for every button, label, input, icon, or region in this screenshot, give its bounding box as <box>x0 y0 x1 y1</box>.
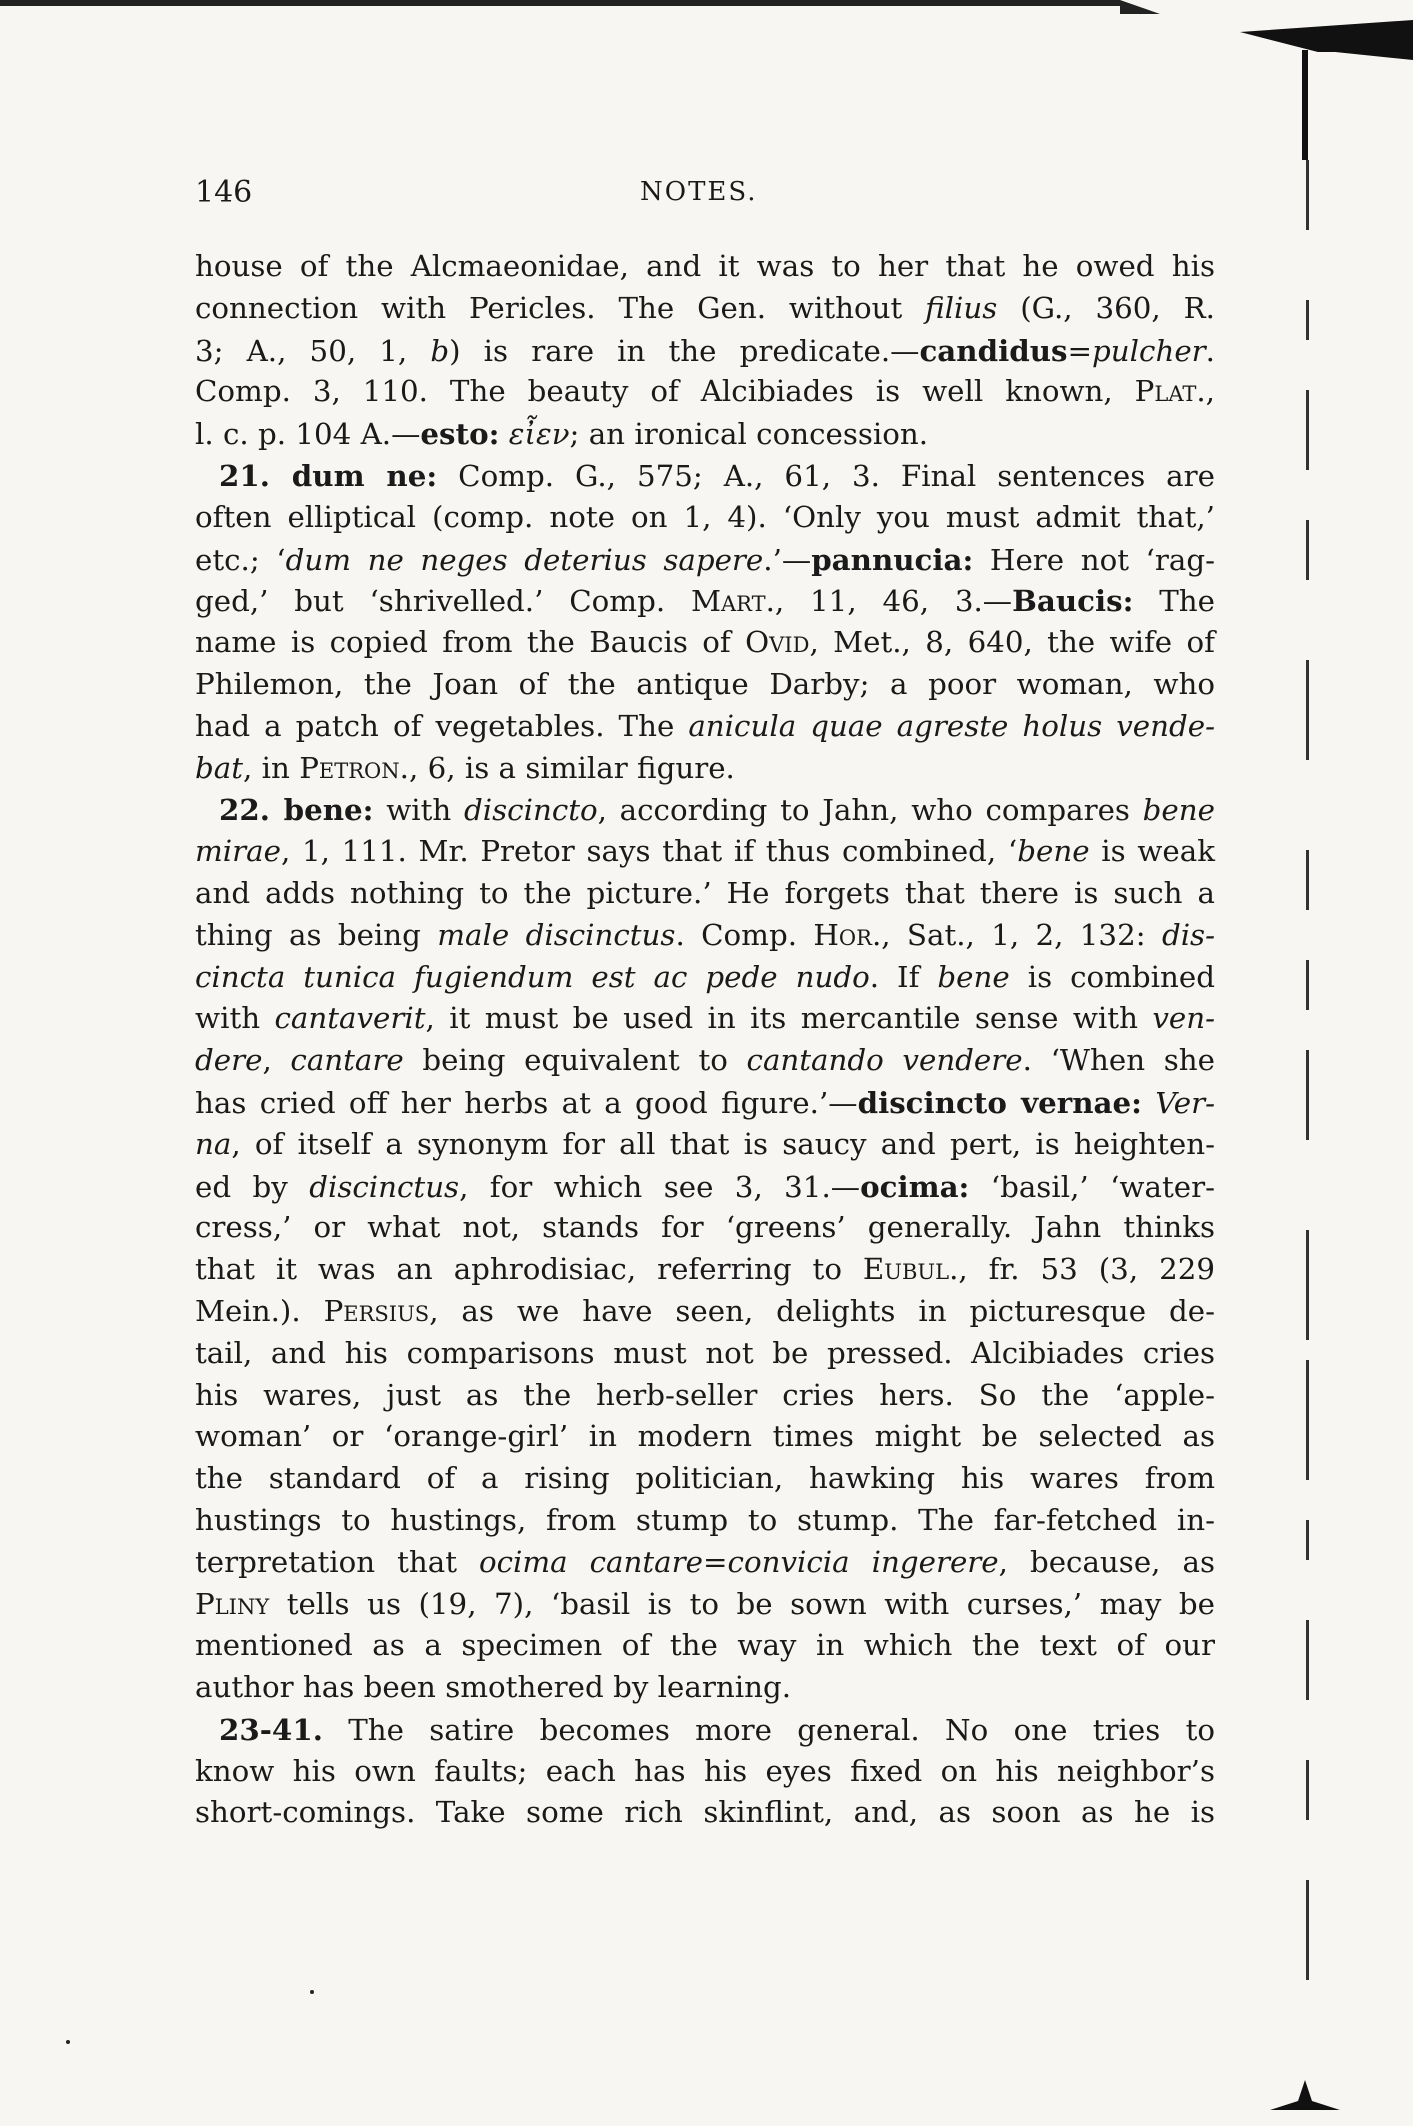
text-line: short-comings. Take some rich skinflint, and, as soon as he is <box>195 1795 1215 1830</box>
speck <box>310 1990 314 1994</box>
text-line: Pliny tells us (19, 7), ‘basil is to be sown with curses,’ may be <box>195 1586 1215 1621</box>
text-line: na, of itself a synonym for all that is saucy and pert, is heighten- <box>195 1126 1215 1161</box>
text-line: cincta tunica fugiendum est ac pede nudo. If bene is combined <box>195 959 1216 994</box>
text-line: mentioned as a specimen of the way in which the text of our <box>195 1628 1215 1663</box>
text-line: cress,’ or what not, stands for ‘greens’ generally. Jahn thinks <box>195 1210 1215 1245</box>
text-line: bat, in Petron., 6, is a similar figure. <box>195 750 735 785</box>
text-line: hustings to hustings, from stump to stump. The far-fetched in- <box>195 1502 1215 1537</box>
text-line: with cantaverit, it must be used in its mercantile sense with ven- <box>195 1001 1216 1036</box>
text-line: know his own faults; each has his eyes fixed on his neighbor’s <box>195 1753 1215 1788</box>
text-line: ed by discinctus, for which see 3, 31.—ocima: ‘basil,’ ‘water- <box>195 1168 1215 1204</box>
text-line: has cried off her herbs at a good figure.’—discincto vernae: Ver- <box>195 1084 1215 1120</box>
running-head: NOTES. <box>640 177 758 207</box>
text-line: often elliptical (comp. note on 1, 4). ‘Only you must admit that,’ <box>195 499 1215 534</box>
page-number: 146 <box>195 175 253 210</box>
text-line: tail, and his comparisons must not be pressed. Alcibiades cries <box>195 1335 1215 1370</box>
text-line: 23-41. The satire becomes more general. No one tries to <box>219 1711 1215 1747</box>
corner-mark <box>1240 20 1413 60</box>
text-line: woman’ or ‘orange-girl’ in modern times might be selected as <box>195 1419 1215 1454</box>
text-line: author has been smothered by learning. <box>195 1670 792 1705</box>
text-line: Mein.). Persius, as we have seen, delights in picturesque de- <box>195 1293 1215 1328</box>
text-line: and adds nothing to the picture.’ He forgets that there is such a <box>195 875 1215 910</box>
text-line: 22. bene: with discincto, according to Jahn, who compares bene <box>219 792 1215 828</box>
text-line: that it was an aphrodisiac, referring to Eubul., fr. 53 (3, 229 <box>195 1252 1215 1287</box>
page-header <box>195 175 1215 215</box>
text-line: the standard of a rising politician, hawking his wares from <box>195 1461 1215 1496</box>
text-line: had a patch of vegetables. The anicula quae agreste holus vende- <box>195 708 1215 743</box>
text-line: connection with Pericles. The Gen. without filius (G., 360, R. <box>195 290 1215 325</box>
text-line: terpretation that ocima cantare=convicia ingerere, because, as <box>195 1544 1215 1579</box>
speck <box>66 2040 70 2044</box>
text-line: dere, cantare being equivalent to cantando vendere. ‘When she <box>195 1043 1215 1078</box>
text-line: 3; A., 50, 1, b) is rare in the predicate.—candidus=pulcher. <box>195 332 1215 368</box>
text-line: house of the Alcmaeonidae, and it was to her that he owed his <box>195 249 1215 283</box>
text-line: Philemon, the Joan of the antique Darby; a poor woman, who <box>195 666 1215 701</box>
top-rule <box>0 0 1120 6</box>
text-line: name is copied from the Baucis of Ovid, Met., 8, 640, the wife of <box>195 625 1215 660</box>
text-line: Comp. 3, 110. The beauty of Alcibiades is well known, Plat., <box>195 374 1215 409</box>
bottom-mark <box>1270 2080 1340 2110</box>
text-line: mirae, 1, 111. Mr. Pretor says that if thus combined, ‘bene is weak <box>195 834 1215 869</box>
corner-stem <box>1302 50 1308 160</box>
text-line: etc.; ‘dum ne neges deterius sapere.’—pannucia: Here not ‘rag- <box>195 541 1215 577</box>
text-line: thing as being male discinctus. Comp. Hor., Sat., 1, 2, 132: dis- <box>195 917 1215 952</box>
text-line: ged,’ but ‘shrivelled.’ Comp. Mart., 11, 46, 3.—Baucis: The <box>195 583 1215 619</box>
text-line: 21. dum ne: Comp. G., 575; A., 61, 3. Final sentences are <box>219 457 1215 493</box>
text-line: his wares, just as the herb-seller cries hers. So the ‘apple- <box>195 1377 1215 1412</box>
text-line: l. c. p. 104 A.—esto: εἶεν; an ironical concession. <box>195 416 929 452</box>
notes-body <box>195 246 1215 1834</box>
